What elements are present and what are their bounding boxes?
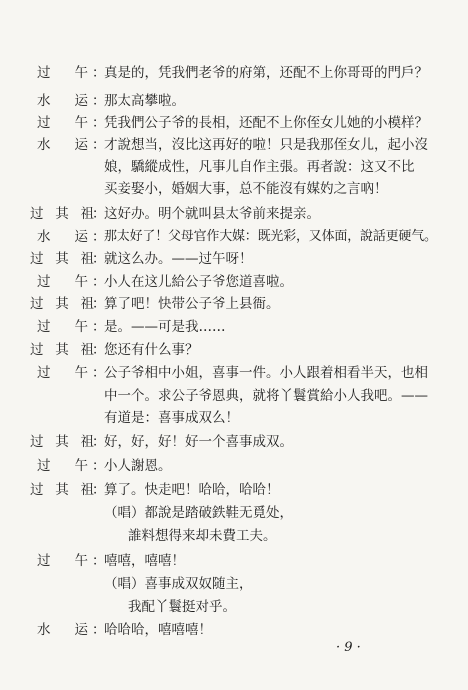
colon: ： xyxy=(92,229,106,245)
colon: ： xyxy=(92,296,106,312)
speaker-name: 水 运 xyxy=(37,137,88,153)
speaker-name: 过 午 xyxy=(37,319,88,335)
dialogue-text: 凭我們公子爷的長相，还配不上你侄女儿她的小模样？ xyxy=(104,115,428,131)
colon: ： xyxy=(92,342,106,358)
colon: ： xyxy=(92,319,106,335)
colon: ： xyxy=(92,65,106,81)
colon: ： xyxy=(92,115,106,131)
colon: ： xyxy=(92,251,106,267)
page-number: · 9 · xyxy=(336,640,361,655)
speaker-name: 过 午 xyxy=(37,553,88,569)
dialogue-text: 那太高攀啦。 xyxy=(104,93,185,109)
dialogue-text: 真是的，凭我們老爷的府第，还配不上你哥哥的門戶？ xyxy=(104,65,428,81)
speaker-name: 过其祖 xyxy=(30,206,94,222)
dialogue-text: 有道是：喜事成双么！ xyxy=(104,410,239,426)
dialogue-text: 是。——可是我…… xyxy=(104,319,226,335)
colon: ： xyxy=(92,434,106,450)
colon: ： xyxy=(92,622,106,638)
dialogue-text: 公子爷相中小姐，喜事一件。小人跟着相看半天，也相 xyxy=(104,365,428,381)
sung-text: 我配丫鬟挺对乎。 xyxy=(128,599,236,615)
dialogue-text: 这好办。明个就叫县太爷前来提亲。 xyxy=(104,206,320,222)
colon: ： xyxy=(92,458,106,474)
dialogue-text: 好，好，好！好一个喜事成双。 xyxy=(104,434,293,450)
dialogue-text: 娘，驕縱成性，凡事儿自作主張。再者說：这又不比 xyxy=(104,159,415,175)
dialogue-text: 嘻嘻，嘻嘻！ xyxy=(104,553,185,569)
speaker-name: 过其祖 xyxy=(30,434,94,450)
speaker-name: 过 午 xyxy=(37,115,88,131)
speaker-name: 水 运 xyxy=(37,93,88,109)
dialogue-text: 算了吧！快带公子爷上县衙。 xyxy=(104,296,280,312)
dialogue-text: 买妾娶小，婚姻大事，总不能沒有媒妁之言吶！ xyxy=(104,181,388,197)
sung-text: （唱）都說是踏破鉄鞋无覓处， xyxy=(104,505,293,521)
speaker-name: 过其祖 xyxy=(30,296,94,312)
speaker-name: 过 午 xyxy=(37,365,88,381)
colon: ： xyxy=(92,93,106,109)
speaker-name: 过 午 xyxy=(37,274,88,290)
colon: ： xyxy=(92,482,106,498)
dialogue-text: 就这么办。——过午呀！ xyxy=(104,251,253,267)
dialogue-text: 算了。快走吧！哈哈，哈哈！ xyxy=(104,482,280,498)
speaker-name: 过其祖 xyxy=(30,251,94,267)
speaker-name: 过 午 xyxy=(37,65,88,81)
speaker-name: 水 运 xyxy=(37,229,88,245)
colon: ： xyxy=(92,274,106,290)
speaker-name: 水 运 xyxy=(37,622,88,638)
colon: ： xyxy=(92,553,106,569)
dialogue-text: 小人在这儿給公子爷您道喜啦。 xyxy=(104,274,293,290)
dialogue-text: 才說想当，沒比这再好的啦！只是我那侄女儿，起小沒 xyxy=(104,137,428,153)
dialogue-text: 中一个。求公子爷恩典，就将丫鬟賞給小人我吧。—— xyxy=(104,388,428,404)
dialogue-text: 小人謝恩。 xyxy=(104,458,172,474)
colon: ： xyxy=(92,206,106,222)
speaker-name: 过 午 xyxy=(37,458,88,474)
speaker-name: 过其祖 xyxy=(30,482,94,498)
sung-text: 誰料想得来却未費工夫。 xyxy=(128,528,277,544)
sung-text: （唱）喜事成双奴随主， xyxy=(104,576,253,592)
dialogue-text: 哈哈哈，嘻嘻嘻！ xyxy=(104,622,212,638)
colon: ： xyxy=(92,137,106,153)
dialogue-text: 那太好了！父母官作大媒：既光彩，又体面，說話更硬气。 xyxy=(104,229,437,244)
speaker-name: 过其祖 xyxy=(30,342,94,358)
colon: ： xyxy=(92,365,106,381)
dialogue-text: 您还有什么事？ xyxy=(104,342,199,358)
